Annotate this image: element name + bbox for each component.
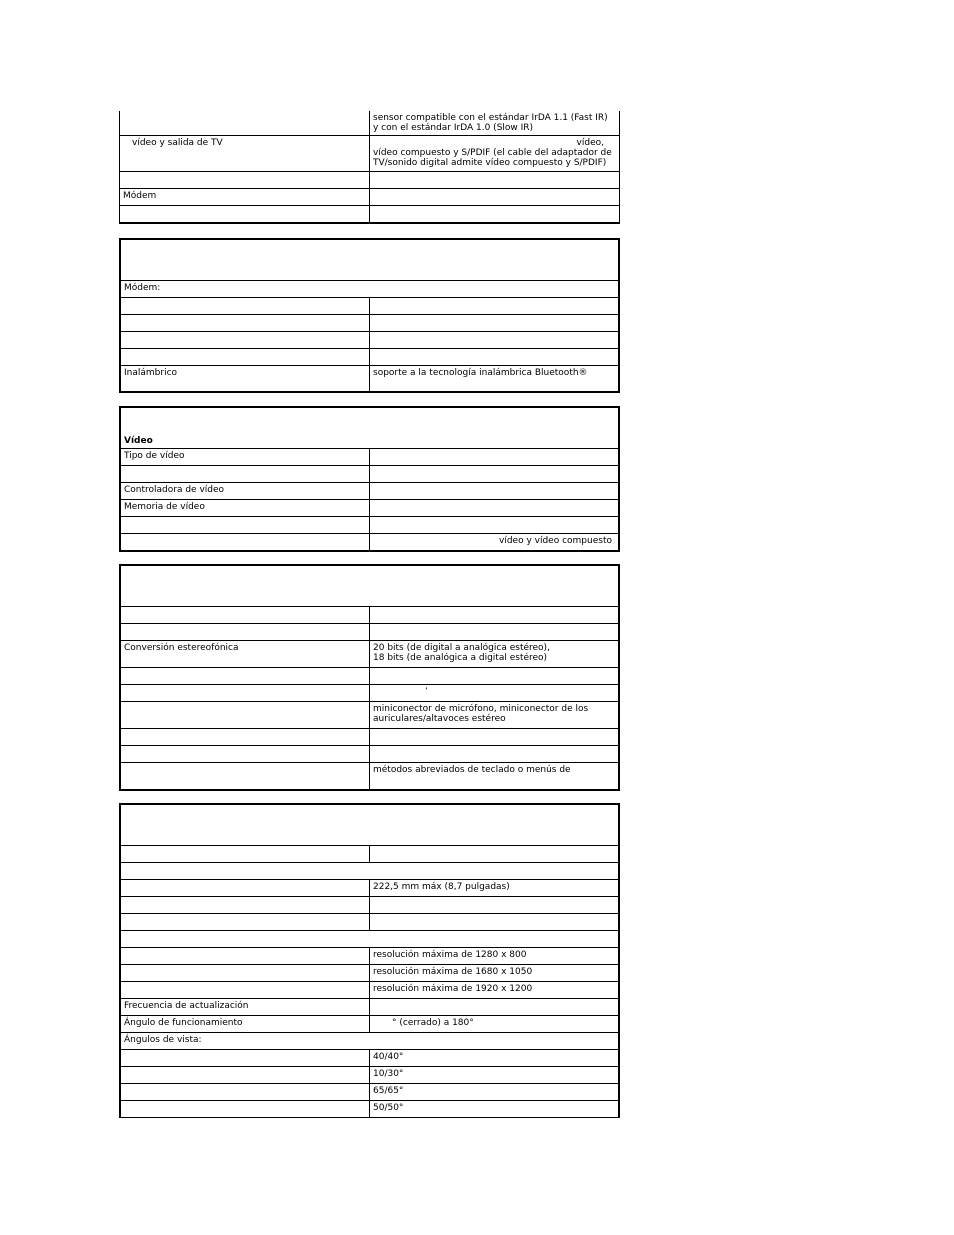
- table-row: [120, 1118, 619, 1119]
- resolution-1: resolución máxima de 1280 x 800: [370, 948, 620, 965]
- modem-section-label: Módem:: [120, 281, 619, 298]
- video-table: [119, 406, 620, 552]
- video-type-label: Tipo de vídeo: [120, 449, 370, 466]
- wireless-label: Inalámbrico: [120, 366, 370, 393]
- table-row: [120, 136, 620, 172]
- table-row: [120, 863, 619, 880]
- table-row: [120, 189, 620, 206]
- table-row: [120, 449, 619, 466]
- video-output-value: vídeo y vídeo compuesto: [370, 534, 620, 552]
- table-row: [120, 607, 619, 624]
- table-row: [120, 729, 619, 746]
- table-row: [120, 483, 619, 500]
- video-section-title: Vídeo: [120, 407, 619, 449]
- stereo-conversion-value: 20 bits (de digital a analógica estéreo), 18 bits (de analógica a digital estéreo): [370, 641, 620, 668]
- table-row: [120, 846, 619, 863]
- table-row: [120, 206, 620, 224]
- table-row: [120, 111, 620, 136]
- table-row: [120, 931, 619, 948]
- table-row: [120, 948, 619, 965]
- table-row: [120, 466, 619, 483]
- table-row: [120, 763, 619, 791]
- table-row: [120, 1050, 619, 1067]
- table-row: [120, 1033, 619, 1050]
- table-row: [120, 517, 619, 534]
- video-memory-label: Memoria de vídeo: [120, 500, 370, 517]
- table-header-row: [120, 239, 619, 281]
- table-row: [120, 914, 619, 931]
- table-row: [120, 1067, 619, 1084]
- viewing-angle-3: 65/65°: [370, 1084, 620, 1101]
- viewing-angles-label: Ángulos de vista:: [120, 1033, 619, 1050]
- table-row: [120, 982, 619, 999]
- table-row: [120, 534, 619, 552]
- operating-angle-label: Ángulo de funcionamiento: [120, 1016, 370, 1033]
- irda-value: sensor compatible con el estándar IrDA 1.1 (Fast IR) y con el estándar IrDA 1.0 (Slow IR): [370, 111, 620, 136]
- table-row: [120, 1101, 619, 1118]
- table-row: [120, 1084, 619, 1101]
- stereo-conversion-label: Conversión estereofónica: [120, 641, 370, 668]
- table-header-row: [120, 804, 619, 846]
- table-row: [120, 315, 619, 332]
- wireless-value: soporte a la tecnología inalámbrica Bluetooth®: [370, 366, 620, 393]
- table-row: [120, 897, 619, 914]
- audio-table: [119, 564, 620, 791]
- video-controller-label: Controladora de vídeo: [120, 483, 370, 500]
- table-row: [120, 685, 619, 702]
- resolution-2: resolución máxima de 1680 x 1050: [370, 965, 620, 982]
- table-row: [120, 366, 619, 393]
- viewing-angle-1: 40/40°: [370, 1050, 620, 1067]
- ports-table: [119, 111, 620, 224]
- modem-label: Módem: [120, 189, 370, 206]
- table-row: [120, 500, 619, 517]
- tv-out-label: vídeo y salida de TV: [120, 136, 370, 172]
- table-header-row: [120, 565, 619, 607]
- viewing-angle-4: 50/50°: [370, 1101, 620, 1118]
- resolution-3: resolución máxima de 1920 x 1200: [370, 982, 620, 999]
- table-row: [120, 298, 619, 315]
- table-row: [120, 999, 619, 1016]
- table-row: [120, 965, 619, 982]
- audio-mark: ’: [370, 685, 620, 702]
- operating-angle-value: ° (cerrado) a 180°: [370, 1016, 620, 1033]
- table-row: [120, 668, 619, 685]
- table-row: [120, 281, 619, 298]
- communications-table: [119, 238, 620, 393]
- table-row: [120, 172, 620, 189]
- display-table: [119, 803, 620, 1118]
- table-row: [120, 1016, 619, 1033]
- table-row: [120, 624, 619, 641]
- table-row: [120, 746, 619, 763]
- audio-controls-value: métodos abreviados de teclado o menús de: [370, 763, 620, 791]
- table-row: [120, 880, 619, 897]
- table-row: [120, 641, 619, 668]
- audio-connectors-value: miniconector de micrófono, miniconector de los auriculares/altavoces estéreo: [370, 702, 620, 729]
- display-height-value: 222,5 mm máx (8,7 pulgadas): [370, 880, 620, 897]
- table-row: [120, 702, 619, 729]
- table-header-row: [120, 407, 619, 449]
- viewing-angle-2: 10/30°: [370, 1067, 620, 1084]
- table-row: [120, 349, 619, 366]
- table-row: [120, 332, 619, 349]
- tv-out-value: vídeo, vídeo compuesto y S/PDIF (el cable del adaptador de TV/sonido digital admite vídeo compuesto y S/PDIF): [370, 136, 620, 172]
- refresh-rate-label: Frecuencia de actualización: [120, 999, 370, 1016]
